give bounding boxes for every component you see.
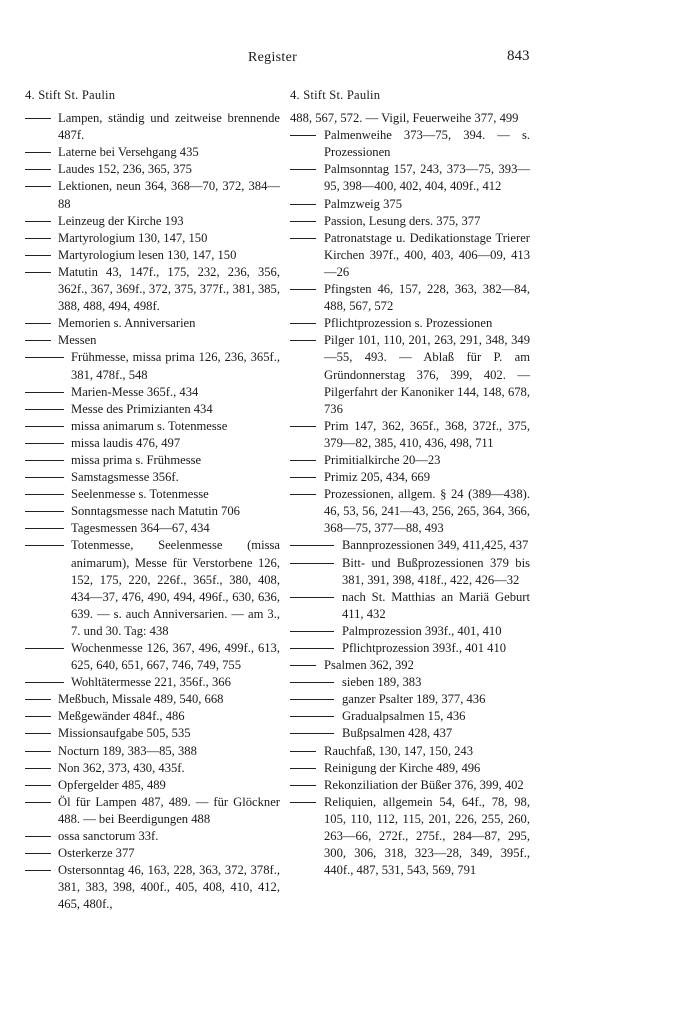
index-entry-text: Gradualpsalmen 15, 436 <box>342 709 466 724</box>
index-entry <box>290 486 530 537</box>
repeat-dash <box>25 494 64 495</box>
index-entry-text: Samstagsmesse 356f. <box>71 470 179 485</box>
index-entry <box>25 332 280 349</box>
repeat-dash <box>25 733 51 734</box>
index-entry-text: Opfergelder 485, 489 <box>58 777 166 792</box>
index-entry-text: Missionsaufgabe 505, 535 <box>58 726 191 741</box>
repeat-dash <box>25 528 64 529</box>
repeat-dash <box>290 289 316 290</box>
index-entry-text: Palmprozession 393f., 401, 410 <box>342 623 502 638</box>
index-entry <box>290 315 530 332</box>
repeat-dash <box>25 443 64 444</box>
index-entry <box>290 674 530 691</box>
repeat-dash <box>25 682 64 683</box>
repeat-dash <box>25 836 51 837</box>
index-entry <box>290 640 530 657</box>
index-entry-text: Rauchfaß, 130, 147, 150, 243 <box>324 743 474 758</box>
index-entry <box>25 725 280 742</box>
repeat-dash <box>25 751 51 752</box>
index-entry <box>290 332 530 417</box>
repeat-dash <box>25 699 51 700</box>
index-entry <box>25 862 280 913</box>
repeat-dash <box>25 392 64 393</box>
index-column-left <box>25 87 280 914</box>
index-entry <box>290 452 530 469</box>
index-entry-text: ossa sanctorum 33f. <box>58 829 159 844</box>
repeat-dash <box>290 563 334 564</box>
repeat-dash <box>290 768 316 769</box>
index-entry-text: Rekonziliation der Büßer 376, 399, 402 <box>324 777 524 792</box>
section-heading: 4. Stift St. Paulin <box>290 88 381 102</box>
repeat-dash <box>25 255 51 256</box>
index-entry <box>25 691 280 708</box>
repeat-dash <box>25 340 51 341</box>
index-entry <box>25 537 280 640</box>
repeat-dash <box>25 238 51 239</box>
repeat-dash <box>290 221 316 222</box>
index-entry <box>25 418 280 435</box>
index-entry <box>25 213 280 230</box>
index-entry-text: Ostersonntag 46, 163, 228, 363, 372, 378f., 381, 383, 398, 400f., 405, 408, 410, 412, 465, 480f., <box>58 863 280 912</box>
index-entry <box>25 640 280 674</box>
repeat-dash <box>290 733 334 734</box>
repeat-dash <box>290 802 316 803</box>
index-entry-text: Passion, Lesung ders. 375, 377 <box>324 213 481 228</box>
index-entry-text: Pfingsten 46, 157, 228, 363, 382—84, 488, 567, 572 <box>324 282 530 314</box>
repeat-dash <box>25 323 51 324</box>
index-entry <box>25 743 280 760</box>
index-entry <box>25 760 280 777</box>
index-entry-text: Psalmen 362, 392 <box>324 658 414 673</box>
index-entry <box>25 674 280 691</box>
repeat-dash <box>25 545 64 546</box>
index-entry-text: Martyrologium 130, 147, 150 <box>58 230 208 245</box>
index-entry <box>290 708 530 725</box>
index-entry-text: Tagesmessen 364—67, 434 <box>71 521 210 536</box>
index-entry <box>25 384 280 401</box>
repeat-dash <box>25 460 64 461</box>
index-entry-text: Primiz 205, 434, 669 <box>324 470 430 485</box>
index-entry <box>290 537 530 554</box>
index-entry-text: Palmenweihe 373—75, 394. — s. Prozessionen <box>324 128 530 160</box>
index-entry <box>25 435 280 452</box>
index-entry <box>25 161 280 178</box>
index-entry-text: Palmsonntag 157, 243, 373—75, 393—95, 398—400, 402, 404, 409f., 412 <box>324 162 530 194</box>
repeat-dash <box>290 665 316 666</box>
repeat-dash <box>290 631 334 632</box>
repeat-dash <box>25 511 64 512</box>
repeat-dash <box>290 751 316 752</box>
index-entry <box>290 469 530 486</box>
page-number: 843 <box>507 48 530 64</box>
index-entry <box>290 657 530 674</box>
repeat-dash <box>25 186 51 187</box>
repeat-dash <box>25 152 51 153</box>
index-entry-text: Patronatstage u. Dedikationstage Trierer Kirchen 397f., 400, 403, 406—09, 413—26 <box>324 230 530 279</box>
index-entry <box>290 418 530 452</box>
index-entry <box>25 794 280 828</box>
index-entry-text: Matutin 43, 147f., 175, 232, 236, 356, 362f., 367, 369f., 372, 375, 377f., 381, 385, 388, 488, 494, 498f. <box>58 264 280 314</box>
repeat-dash <box>290 716 334 717</box>
repeat-dash <box>25 118 51 119</box>
repeat-dash <box>290 648 334 649</box>
index-entry <box>25 452 280 469</box>
index-entry-text: Pflichtprozession 393f., 401 410 <box>342 641 507 655</box>
repeat-dash <box>290 682 334 683</box>
index-entry <box>25 178 280 212</box>
index-entry-text: Leinzeug der Kirche 193 <box>58 213 184 228</box>
repeat-dash <box>25 357 64 358</box>
index-entry-text: Wohltätermesse 221, 356f., 366 <box>71 675 231 690</box>
index-entry-text: Bannprozessionen 349, 411,425, 437 <box>342 538 529 553</box>
repeat-dash <box>290 323 316 324</box>
repeat-dash <box>290 494 316 495</box>
index-entry-text: ganzer Psalter 189, 377, 436 <box>342 692 486 707</box>
repeat-dash <box>25 870 51 871</box>
index-entry-text: Bitt- und Bußprozessionen 379 bis 381, 391, 398, 418f., 422, 426—32 <box>342 555 530 587</box>
index-entry-text: 488, 567, 572. — Vigil, Feuerweihe 377, 499 <box>290 111 519 126</box>
index-entry-text: Lampen, ständig und zeitweise brennende 487f. <box>58 111 280 143</box>
repeat-dash <box>290 460 316 461</box>
repeat-dash <box>290 699 334 700</box>
repeat-dash <box>25 853 51 854</box>
index-entry-text: Laudes 152, 236, 365, 375 <box>58 162 192 177</box>
index-entry <box>290 743 530 760</box>
index-entry <box>25 520 280 537</box>
index-entry-text: Öl für Lampen 487, 489. — für Glöckner 488. — bei Beerdigungen 488 <box>58 794 280 826</box>
index-entry <box>290 110 530 127</box>
index-entry <box>290 555 530 589</box>
index-entry <box>290 281 530 315</box>
index-entry <box>290 589 530 623</box>
index-entry <box>25 144 280 161</box>
index-entry <box>25 845 280 862</box>
index-entry-text: Meßbuch, Missale 489, 540, 668 <box>58 692 224 707</box>
repeat-dash <box>25 221 51 222</box>
index-entry <box>25 486 280 503</box>
index-entry-text: missa animarum s. Totenmesse <box>71 418 228 433</box>
index-entry <box>25 828 280 845</box>
repeat-dash <box>25 716 51 717</box>
repeat-dash <box>290 426 316 427</box>
index-entry <box>25 401 280 418</box>
index-entry <box>290 691 530 708</box>
repeat-dash <box>290 597 334 598</box>
index-entry-text: Memorien s. Anniversarien <box>58 316 196 331</box>
repeat-dash <box>25 409 64 410</box>
index-entry-text: Nocturn 189, 383—85, 388 <box>58 743 197 758</box>
index-entry-text: Meßgewänder 484f., 486 <box>58 709 185 724</box>
repeat-dash <box>290 545 334 546</box>
index-entry <box>25 264 280 315</box>
index-entry <box>290 777 530 794</box>
index-column-right <box>290 87 530 879</box>
index-entry-text: missa prima s. Frühmesse <box>71 452 202 467</box>
index-entry-text: Reliquien, allgemein 54, 64f., 78, 98, 105, 110, 112, 115, 201, 226, 255, 260, 263—66, 272f., 275f., 284—87, 295, 300, 306, 318, 323—28, 349, 395f., 440f., 487, 531, 543, 569, 791 <box>324 794 530 878</box>
index-entry-text: nach St. Matthias an Mariä Geburt 411, 432 <box>342 589 530 621</box>
index-entry <box>290 230 530 281</box>
index-entry-text: Wochenmesse 126, 367, 496, 499f., 613, 625, 640, 651, 667, 746, 749, 755 <box>71 641 280 673</box>
header-title: Register <box>248 50 298 65</box>
repeat-dash <box>25 169 51 170</box>
index-entry-text: Prim 147, 362, 365f., 368, 372f., 375, 379—82, 385, 410, 436, 498, 711 <box>324 418 530 450</box>
index-entry <box>290 196 530 213</box>
index-entry-text: Non 362, 373, 430, 435f. <box>58 760 185 775</box>
index-entry-text: Prozessionen, allgem. § 24 (389—438). 46, 53, 56, 241—43, 256, 265, 364, 366, 368—75, 377—88, 493 <box>324 487 530 536</box>
repeat-dash <box>25 785 51 786</box>
index-entry <box>25 708 280 725</box>
index-entry-text: Pflichtprozession s. Prozessionen <box>324 316 493 331</box>
index-entry-text: Laterne bei Versehgang 435 <box>58 145 199 160</box>
index-entry-text: Lektionen, neun 364, 368—70, 372, 384—88 <box>58 179 280 211</box>
index-entry <box>290 213 530 230</box>
index-entry <box>290 794 530 879</box>
repeat-dash <box>25 477 64 478</box>
index-entry-text: Marien-Messe 365f., 434 <box>71 384 199 399</box>
section-heading: 4. Stift St. Paulin <box>25 88 116 102</box>
repeat-dash <box>25 802 51 803</box>
index-entry <box>290 161 530 195</box>
repeat-dash <box>25 272 51 273</box>
repeat-dash <box>290 204 316 205</box>
index-entry <box>25 469 280 486</box>
repeat-dash <box>25 768 51 769</box>
index-entry-text: missa laudis 476, 497 <box>71 435 181 450</box>
index-entry-text: Totenmesse, Seelenmesse (missa animarum), Messe für Verstorbene 126, 152, 175, 220, 226f., 365f., 380, 408, 434—37, 476, 490, 494, 496f., 630, 636, 639. — s. auch Anniversarien. — am 3., 7. und 30. Tag: 438 <box>71 538 280 638</box>
running-header <box>0 50 700 70</box>
index-entry <box>25 777 280 794</box>
index-entry <box>25 315 280 332</box>
index-entry <box>290 127 530 161</box>
repeat-dash <box>25 426 64 427</box>
repeat-dash <box>25 648 64 649</box>
index-entry-text: Primitialkirche 20—23 <box>324 452 441 467</box>
index-entry-text: Frühmesse, missa prima 126, 236, 365f., 381, 478f., 548 <box>71 350 280 382</box>
index-entry-text: Seelenmesse s. Totenmesse <box>71 487 209 502</box>
index-entry-text: Martyrologium lesen 130, 147, 150 <box>58 247 237 262</box>
index-entry <box>25 230 280 247</box>
index-entry-text: Sonntagsmesse nach Matutin 706 <box>71 504 240 519</box>
repeat-dash <box>290 238 316 239</box>
index-entry <box>25 349 280 383</box>
index-entry <box>25 247 280 264</box>
repeat-dash <box>290 169 316 170</box>
index-entry-text: Pilger 101, 110, 201, 263, 291, 348, 349—55, 493. — Ablaß für P. am Gründonnerstag 376, 399, 402. — Pilgerfahrt der Kanoniker 144, 148, 678, 736 <box>324 333 530 416</box>
index-entry <box>25 503 280 520</box>
index-entry-text: Osterkerze 377 <box>58 846 135 861</box>
repeat-dash <box>290 785 316 786</box>
index-entry <box>290 760 530 777</box>
index-entry <box>290 623 530 640</box>
index-entry <box>25 110 280 144</box>
index-entry-text: Messen <box>58 333 97 348</box>
repeat-dash <box>290 340 316 341</box>
index-entry <box>290 725 530 742</box>
index-entry-text: Bußpsalmen 428, 437 <box>342 726 453 741</box>
index-entry-text: Messe des Primizianten 434 <box>71 401 213 416</box>
index-entry-text: Palmzweig 375 <box>324 196 402 211</box>
index-entry-text: Reinigung der Kirche 489, 496 <box>324 760 481 775</box>
index-entry-text: sieben 189, 383 <box>342 675 422 690</box>
repeat-dash <box>290 477 316 478</box>
repeat-dash <box>290 135 316 136</box>
